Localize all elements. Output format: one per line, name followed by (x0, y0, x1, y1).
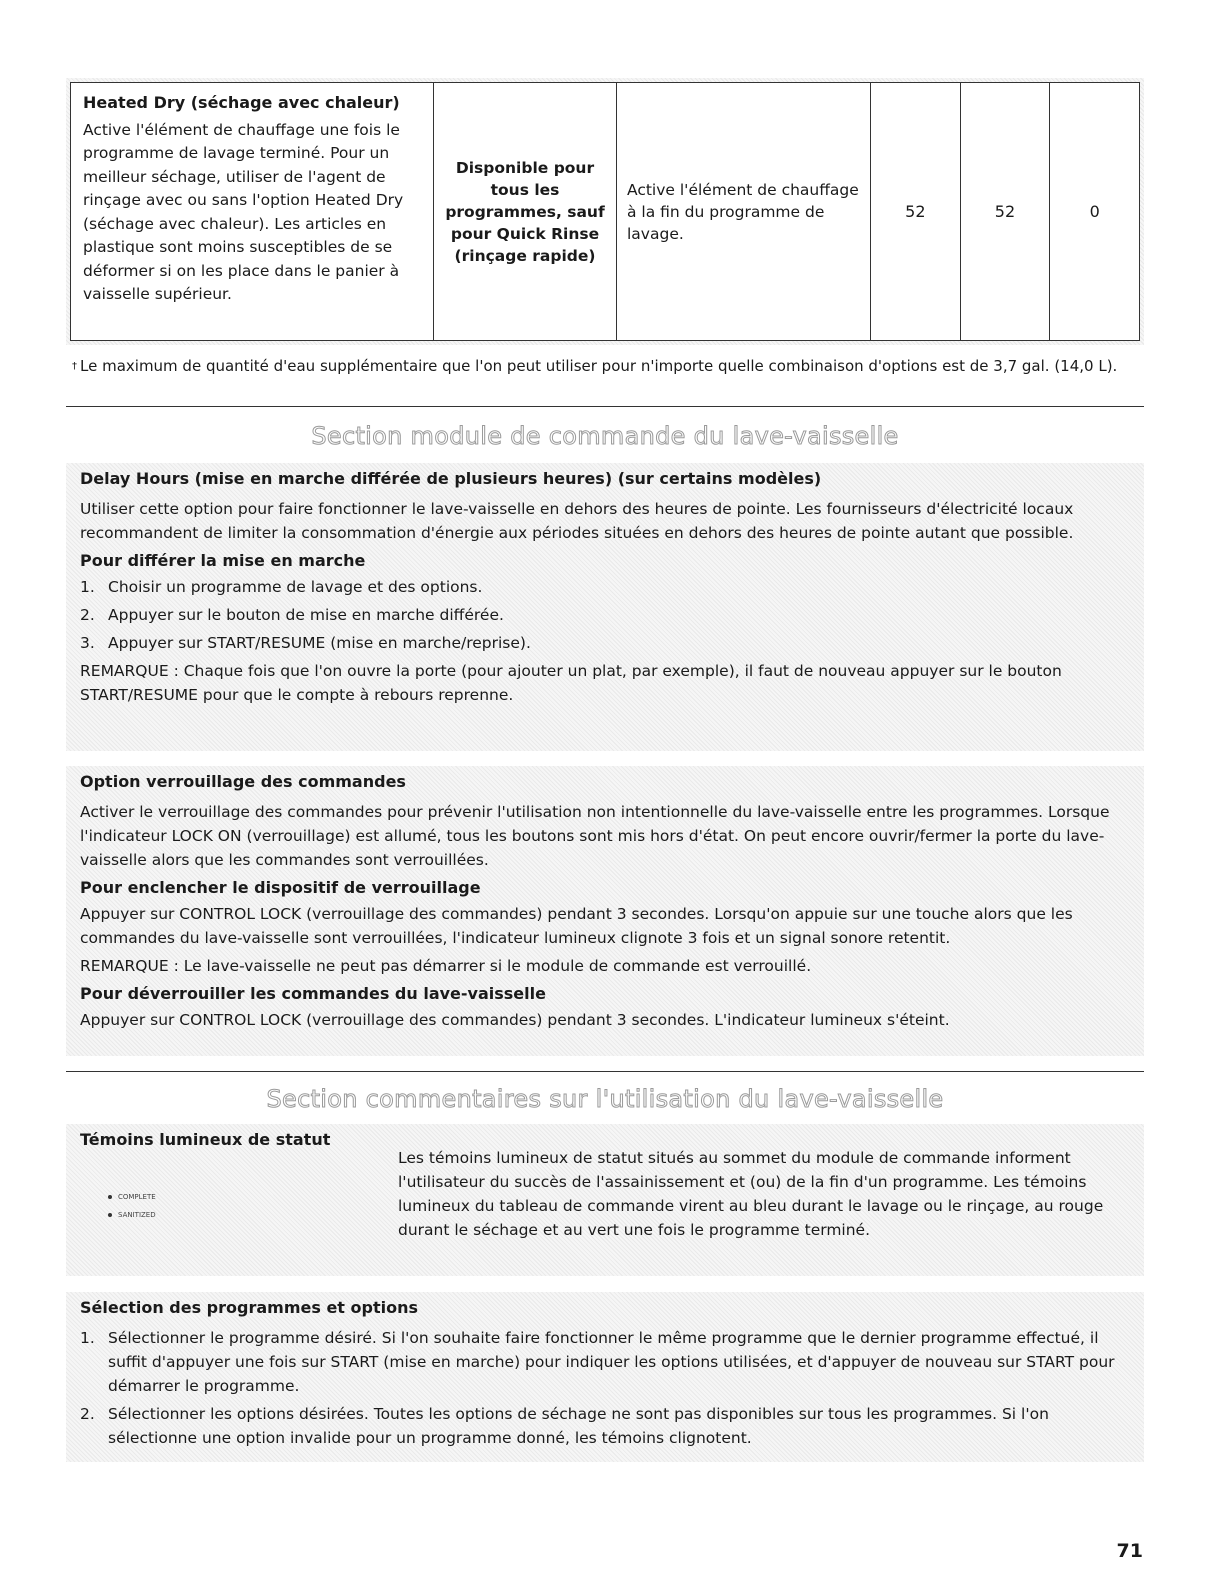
function-cell: Active l'élément de chauffage à la fin du programme de lavage. (617, 83, 871, 341)
step-number: 2. (80, 606, 95, 624)
status-lights-illustration (108, 1188, 156, 1224)
page-number: 71 (1116, 1540, 1143, 1562)
list-item (80, 575, 1138, 599)
panel-title: Sélection des programmes et options (80, 1298, 418, 1317)
section-heading: Section commentaires sur l'utilisation du lave-vaisselle (266, 1085, 944, 1113)
footnote (72, 356, 1152, 377)
step-list (80, 575, 1138, 655)
step-text: Sélectionner le programme désiré. Si l'on souhaite faire fonctionner le même programme que le dernier programme effectué, il suffit d'appuyer une fois sur START (mise en marche) pour indiquer les options utilisées, et d'appuyer de nouveau sur START pour démarrer le programme. (108, 1329, 1115, 1395)
option-description: Active l'élément de chauffage une fois le programme de lavage terminé. Pour un meilleur séchage, utiliser de l'agent de rinçage avec ou sans l'option Heated Dry (séchage avec chaleur). Les articles en plastique sont moins susceptibles de se déformer si on les place dans le panier à vaisselle supérieur. (83, 120, 404, 303)
control-lock-panel (66, 766, 1144, 1056)
panel-subtitle: Pour enclencher le dispositif de verrouillage (80, 878, 481, 897)
step-number: 1. (80, 578, 95, 596)
panel-note: REMARQUE : Le lave-vaisselle ne peut pas démarrer si le module de commande est verrouillé. (80, 957, 812, 975)
panel-title: Témoins lumineux de statut (80, 1130, 331, 1149)
value-cell: 52 (871, 83, 961, 341)
panel-intro: Activer le verrouillage des commandes pour prévenir l'utilisation non intentionnelle du lave-vaisselle entre les programmes. Lorsque l'indicateur LOCK ON (verrouillage) est allumé, tous les boutons sont mis hors d'état. On peut encore ouvrir/fermer la porte du lave-vaisselle alors que les commandes sont verrouillées. (80, 803, 1110, 869)
footnote-text: Le maximum de quantité d'eau supplémentaire que l'on peut utiliser pour n'importe quelle combinaison d'options est de 3,7 gal. (14,0 L). (80, 357, 1118, 375)
delay-hours-panel (66, 463, 1144, 751)
value-cell: 0 (1050, 83, 1140, 341)
section-heading: Section module de commande du lave-vaisselle (311, 422, 899, 450)
table-row (71, 83, 1140, 341)
list-item (80, 631, 1138, 655)
panel-subtitle: Pour déverrouiller les commandes du lave-vaisselle (80, 984, 546, 1003)
step-number: 3. (80, 634, 95, 652)
panel-text: Les témoins lumineux de statut situés au sommet du module de commande informent l'utilisateur du succès de l'assainissement et (ou) de la fin d'un programme. Les témoins lumineux du tableau de commande virent au bleu durant le lavage ou le rinçage, au rouge durant le séchage et au vert une fois le programme terminé. (398, 1149, 1104, 1239)
heated-dry-table (66, 78, 1144, 345)
panel-intro: Utiliser cette option pour faire fonctionner le lave-vaisselle en dehors des heures de pointe. Les fournisseurs d'électricité locaux recommandent de limiter la consommation d'énergie aux périodes situées en dehors des heures de pointe autant que possible. (80, 500, 1074, 542)
step-text: Appuyer sur le bouton de mise en marche différée. (108, 606, 504, 624)
panel-title: Option verrouillage des commandes (80, 772, 406, 791)
availability-cell: Disponible pour tous les programmes, sauf pour Quick Rinse (rinçage rapide) (434, 83, 617, 341)
step-number: 1. (80, 1329, 95, 1347)
status-light-icon (108, 1195, 112, 1199)
step-list (80, 1326, 1138, 1450)
option-title: Heated Dry (séchage avec chaleur) (83, 93, 400, 112)
status-lights-panel (66, 1124, 1144, 1276)
panel-title: Delay Hours (mise en marche différée de plusieurs heures) (sur certains modèles) (80, 469, 822, 488)
value-cell: 52 (960, 83, 1050, 341)
status-light-icon (108, 1213, 112, 1217)
step-text: Sélectionner les options désirées. Toutes les options de séchage ne sont pas disponibles sur tous les programmes. Si l'on sélectionne une option invalide pour un programme donné, les témoins clignotent. (108, 1405, 1049, 1447)
list-item (80, 1326, 1138, 1398)
list-item (80, 1402, 1138, 1450)
list-item (80, 603, 1138, 627)
step-text: Appuyer sur START/RESUME (mise en marche/reprise). (108, 634, 531, 652)
status-light-label: SANITIZED (118, 1211, 156, 1219)
divider (66, 406, 1144, 407)
panel-text: Appuyer sur CONTROL LOCK (verrouillage des commandes) pendant 3 secondes. L'indicateur lumineux s'éteint. (80, 1011, 950, 1029)
panel-note: REMARQUE : Chaque fois que l'on ouvre la porte (pour ajouter un plat, par exemple), il faut de nouveau appuyer sur le bouton START/RESUME pour que le compte à rebours reprenne. (80, 662, 1062, 704)
status-light-label: COMPLETE (118, 1193, 156, 1201)
option-description-cell (71, 83, 434, 341)
footnote-marker: † (72, 361, 77, 372)
divider (66, 1071, 1144, 1072)
step-text: Choisir un programme de lavage et des options. (108, 578, 483, 596)
step-number: 2. (80, 1405, 95, 1423)
program-selection-panel (66, 1292, 1144, 1462)
panel-subtitle: Pour différer la mise en marche (80, 551, 366, 570)
panel-text: Appuyer sur CONTROL LOCK (verrouillage des commandes) pendant 3 secondes. Lorsqu'on appuie sur une touche alors que les commandes du lave-vaisselle sont verrouillées, l'indicateur lumineux clignote 3 fois et un signal sonore retentit. (80, 905, 1073, 947)
